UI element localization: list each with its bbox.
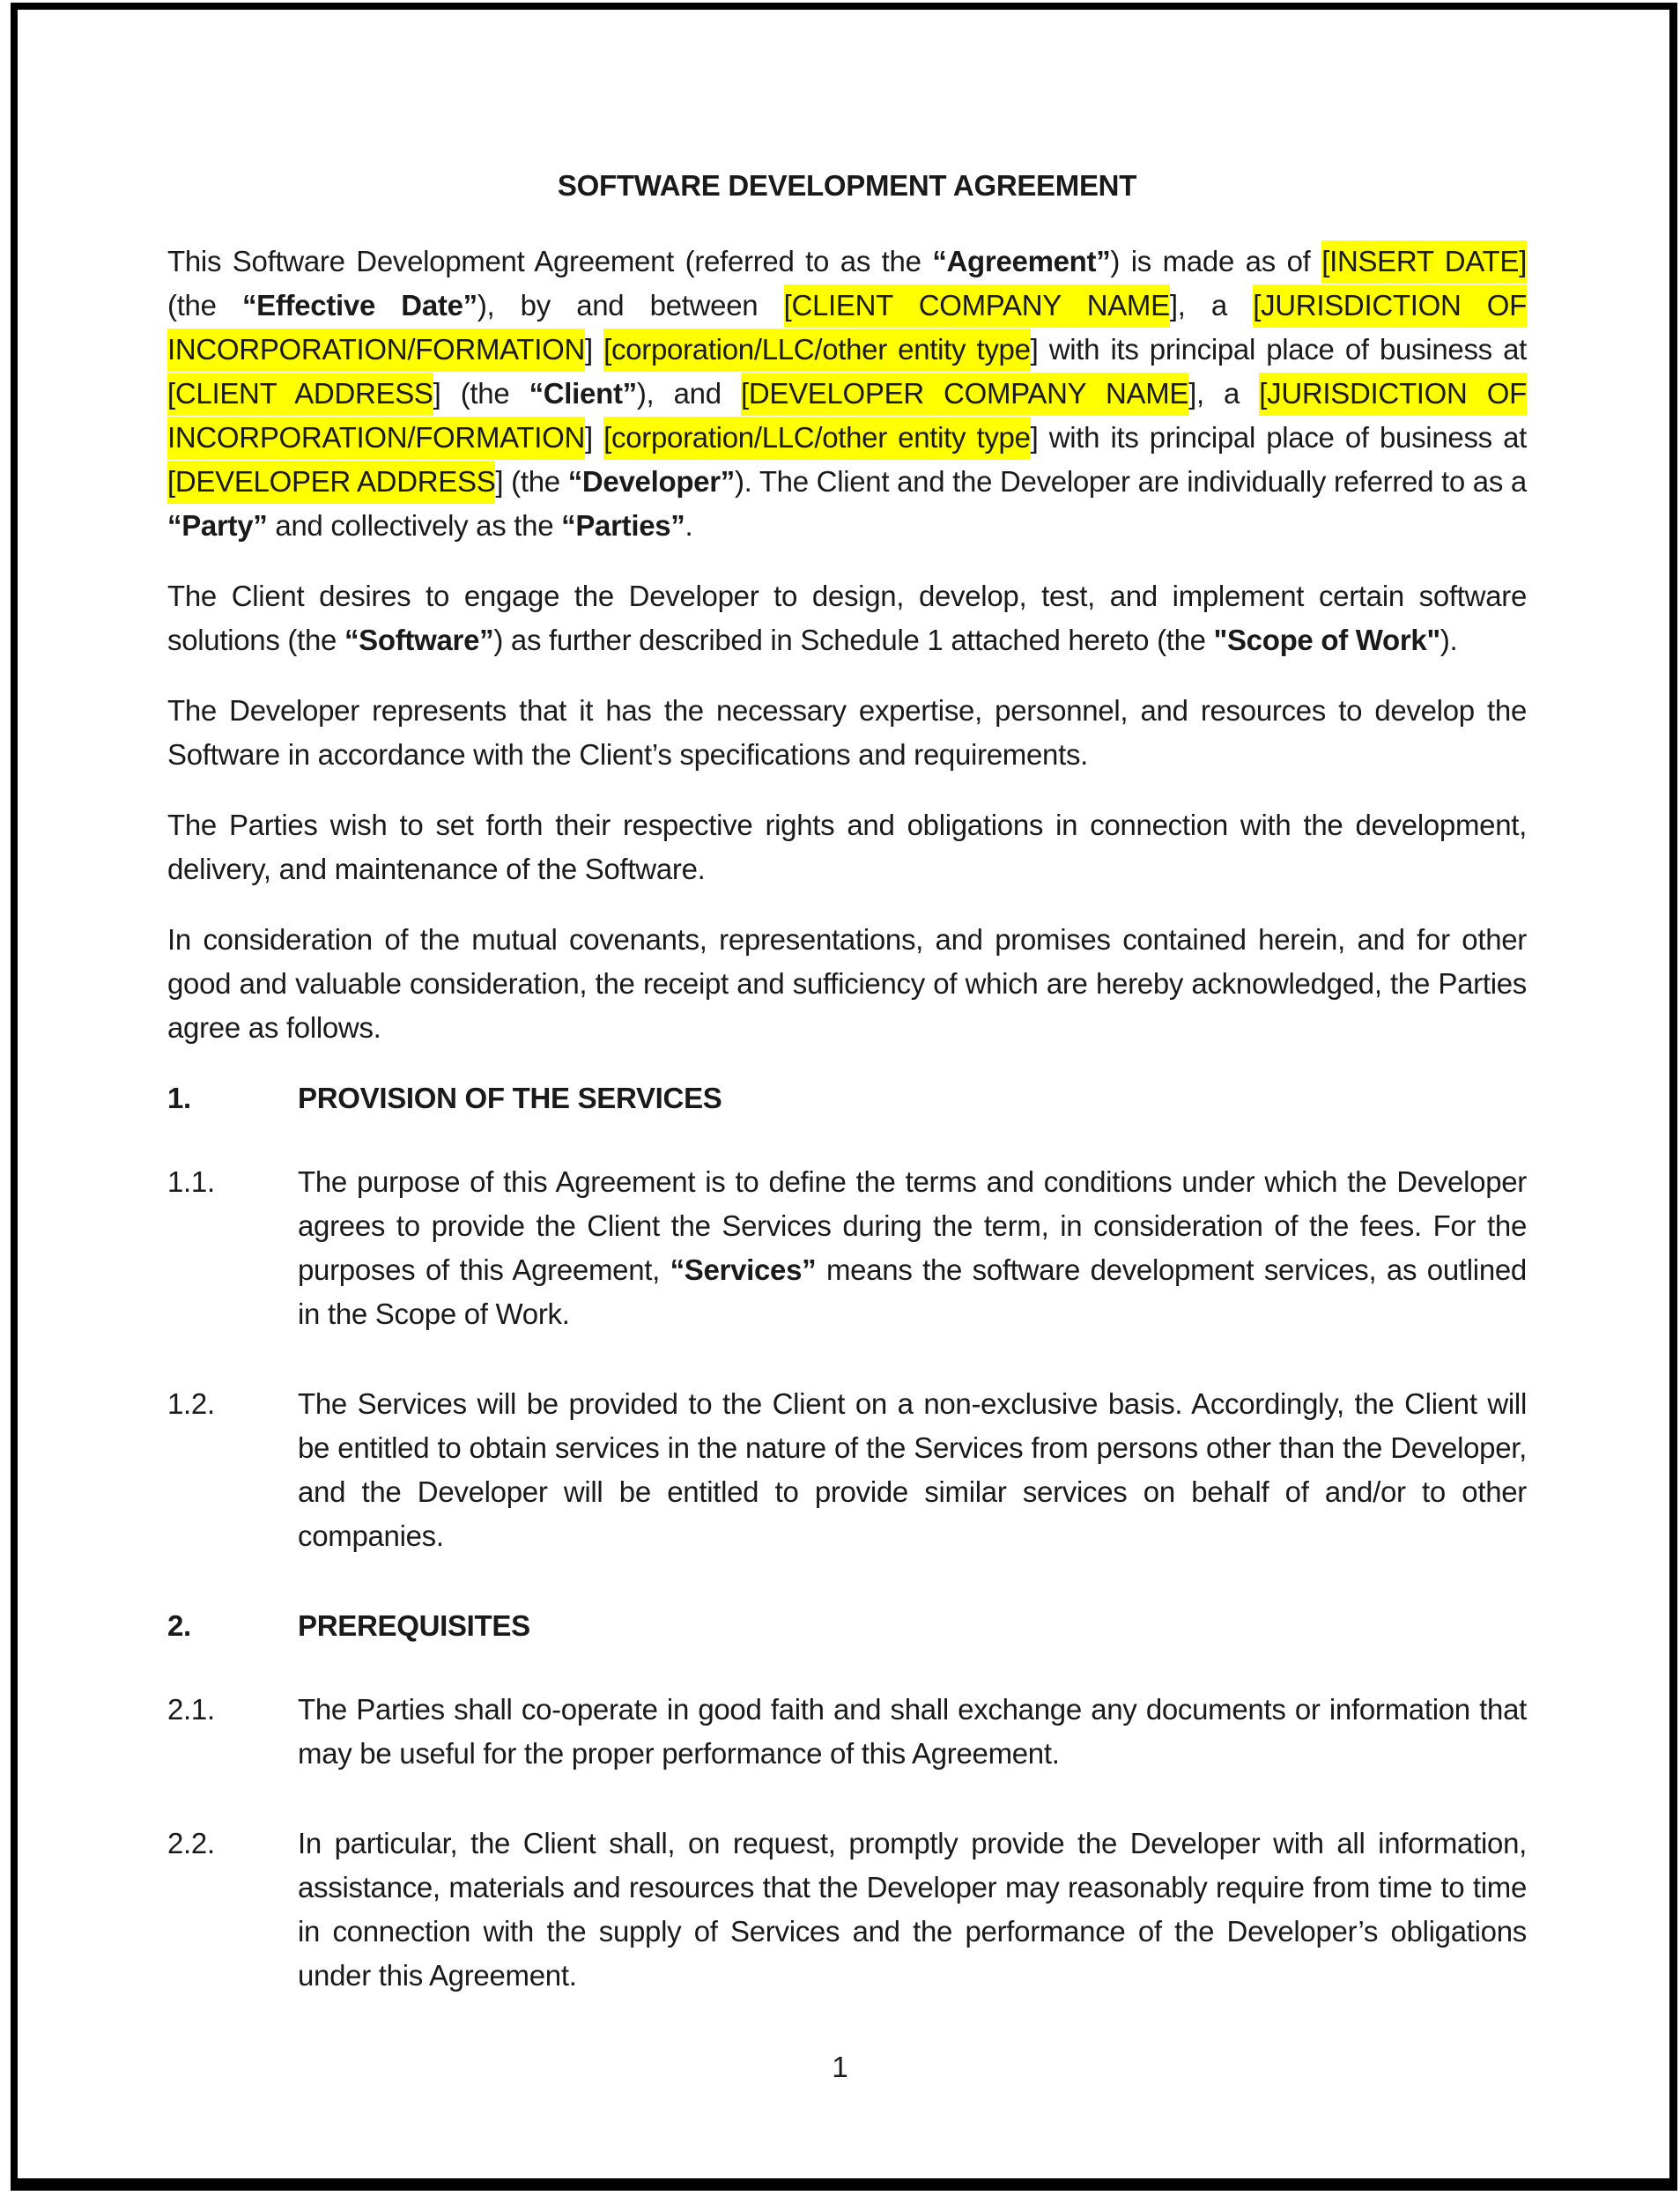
highlighted-placeholder: [DEVELOPER COMPANY NAME [741, 373, 1188, 416]
bold-text: “Parties” [561, 509, 685, 542]
clause-1-2 [167, 1382, 1527, 1558]
recital-parties [167, 803, 1527, 891]
text-run: ], a [1188, 377, 1260, 410]
highlighted-placeholder: [JURISDICTION OF INCORPORATION/FORMATION [167, 285, 1527, 372]
section-1-heading-label: PROVISION OF THE SERVICES [298, 1082, 722, 1114]
text-run: The Services will be provided to the Client on a non-exclusive basis. Accordingly, the Client will be entitled to obtain services in the nature of the Services from persons other than the Developer, and the Developer will be entitled to provide similar services on behalf of and/or to other companies. [298, 1387, 1527, 1552]
text-run: The Developer represents that it has the necessary expertise, personnel, and resources to develop the Software in accordance with the Client’s specifications and requirements. [167, 694, 1527, 771]
text-run: (the [167, 289, 242, 322]
section-2-heading-number: 2. [167, 1609, 191, 1642]
clause-1-1 [167, 1160, 1527, 1336]
text-run: ] (the [433, 377, 529, 410]
bold-text: “Developer” [567, 465, 735, 498]
clause-2-2-number: 2.2. [167, 1827, 215, 1859]
clause-2-2 [167, 1822, 1527, 1998]
text-run: ), and [636, 377, 741, 410]
recital-parties-text [167, 809, 1527, 885]
bold-text: “Client” [529, 377, 637, 410]
text-run: ] [585, 333, 604, 366]
clause-2-1 [167, 1688, 1527, 1776]
highlighted-placeholder: [DEVELOPER ADDRESS [167, 461, 495, 504]
recital-consideration-text [167, 923, 1527, 1044]
document-body [167, 240, 1527, 1998]
text-run: ] with its principal place of business at [1030, 333, 1527, 366]
highlighted-placeholder: [JURISDICTION OF INCORPORATION/FORMATION [167, 373, 1527, 460]
bold-text: “Services” [670, 1253, 817, 1286]
bold-text: “Effective Date” [241, 289, 477, 322]
text-run: In consideration of the mutual covenants, representations, and promises contained herein, and for other good and valuable consideration, the receipt and sufficiency of which are hereby acknowledged, the Parties agree as follows. [167, 923, 1527, 1044]
recital-software-text [167, 580, 1527, 656]
document-page [167, 164, 1527, 2044]
recital-developer [167, 689, 1527, 777]
text-run: This Software Development Agreement (referred to as the [167, 245, 933, 277]
section-1-heading-number: 1. [167, 1082, 191, 1114]
text-run: ) is made as of [1110, 245, 1322, 277]
text-run: The Client desires to engage the Developer to design, develop, test, and implement certain software solutions (the [167, 580, 1527, 656]
text-run: means the software development services, as outlined in the Scope of Work. [298, 1253, 1527, 1330]
text-run: ] (the [495, 465, 568, 498]
recital-software [167, 574, 1527, 662]
section-1-heading [167, 1076, 1527, 1120]
text-run: ), by and between [477, 289, 784, 322]
section-2-heading-label: PREREQUISITES [298, 1609, 530, 1642]
intro-paragraph [167, 240, 1527, 548]
clause-1-2-number: 1.2. [167, 1387, 215, 1420]
text-run: ] [585, 421, 604, 454]
recital-developer-text [167, 694, 1527, 771]
text-run: and collectively as the [267, 509, 562, 542]
clause-1-1-number: 1.1. [167, 1165, 215, 1198]
text-run: ) as further described in Schedule 1 attached hereto (the [493, 624, 1214, 656]
text-run: The Parties wish to set forth their respective rights and obligations in connection with the development, delivery, and maintenance of the Software. [167, 809, 1527, 885]
highlighted-placeholder: [INSERT DATE] [1321, 240, 1527, 284]
intro-paragraph-text [167, 240, 1527, 542]
bold-text: “Party” [167, 509, 268, 542]
highlighted-placeholder: [CLIENT COMPANY NAME [784, 285, 1170, 328]
page-number: 1 [832, 2051, 848, 2083]
recital-consideration [167, 918, 1527, 1050]
clause-1-1-text [298, 1160, 1527, 1336]
text-run: ], a [1169, 289, 1254, 322]
clause-1-2-text [298, 1382, 1527, 1558]
text-run: ). [1439, 624, 1458, 656]
highlighted-placeholder: [CLIENT ADDRESS [167, 373, 433, 416]
bold-text: “Agreement” [932, 245, 1111, 277]
bold-text: "Scope of Work" [1213, 624, 1440, 656]
document-title: SOFTWARE DEVELOPMENT AGREEMENT [557, 169, 1137, 202]
clause-2-1-text [298, 1688, 1527, 1776]
section-2-heading [167, 1604, 1527, 1648]
highlighted-placeholder: [corporation/LLC/other entity type [603, 329, 1030, 372]
highlighted-placeholder: [corporation/LLC/other entity type [603, 417, 1030, 460]
text-run: In particular, the Client shall, on request, promptly provide the Developer with all information, assistance, materials and resources that the Developer may reasonably require from time to time in connection with the supply of Services and the performance of the Developer’s obligations under this Agreement. [298, 1827, 1527, 1992]
text-run: ] with its principal place of business at [1030, 421, 1527, 454]
text-run: ). The Client and the Developer are individually referred to as a [734, 465, 1527, 498]
text-run: The Parties shall co-operate in good faith and shall exchange any documents or information that may be useful for the proper performance of this Agreement. [298, 1693, 1527, 1770]
text-run: . [685, 509, 693, 542]
text-run: The purpose of this Agreement is to define the terms and conditions under which the Developer agrees to provide the Client the Services during the term, in consideration of the fees. For the purposes of this Agreement, [298, 1165, 1527, 1286]
clause-2-1-number: 2.1. [167, 1693, 215, 1726]
clause-2-2-text [298, 1822, 1527, 1998]
bold-text: “Software” [344, 624, 494, 656]
